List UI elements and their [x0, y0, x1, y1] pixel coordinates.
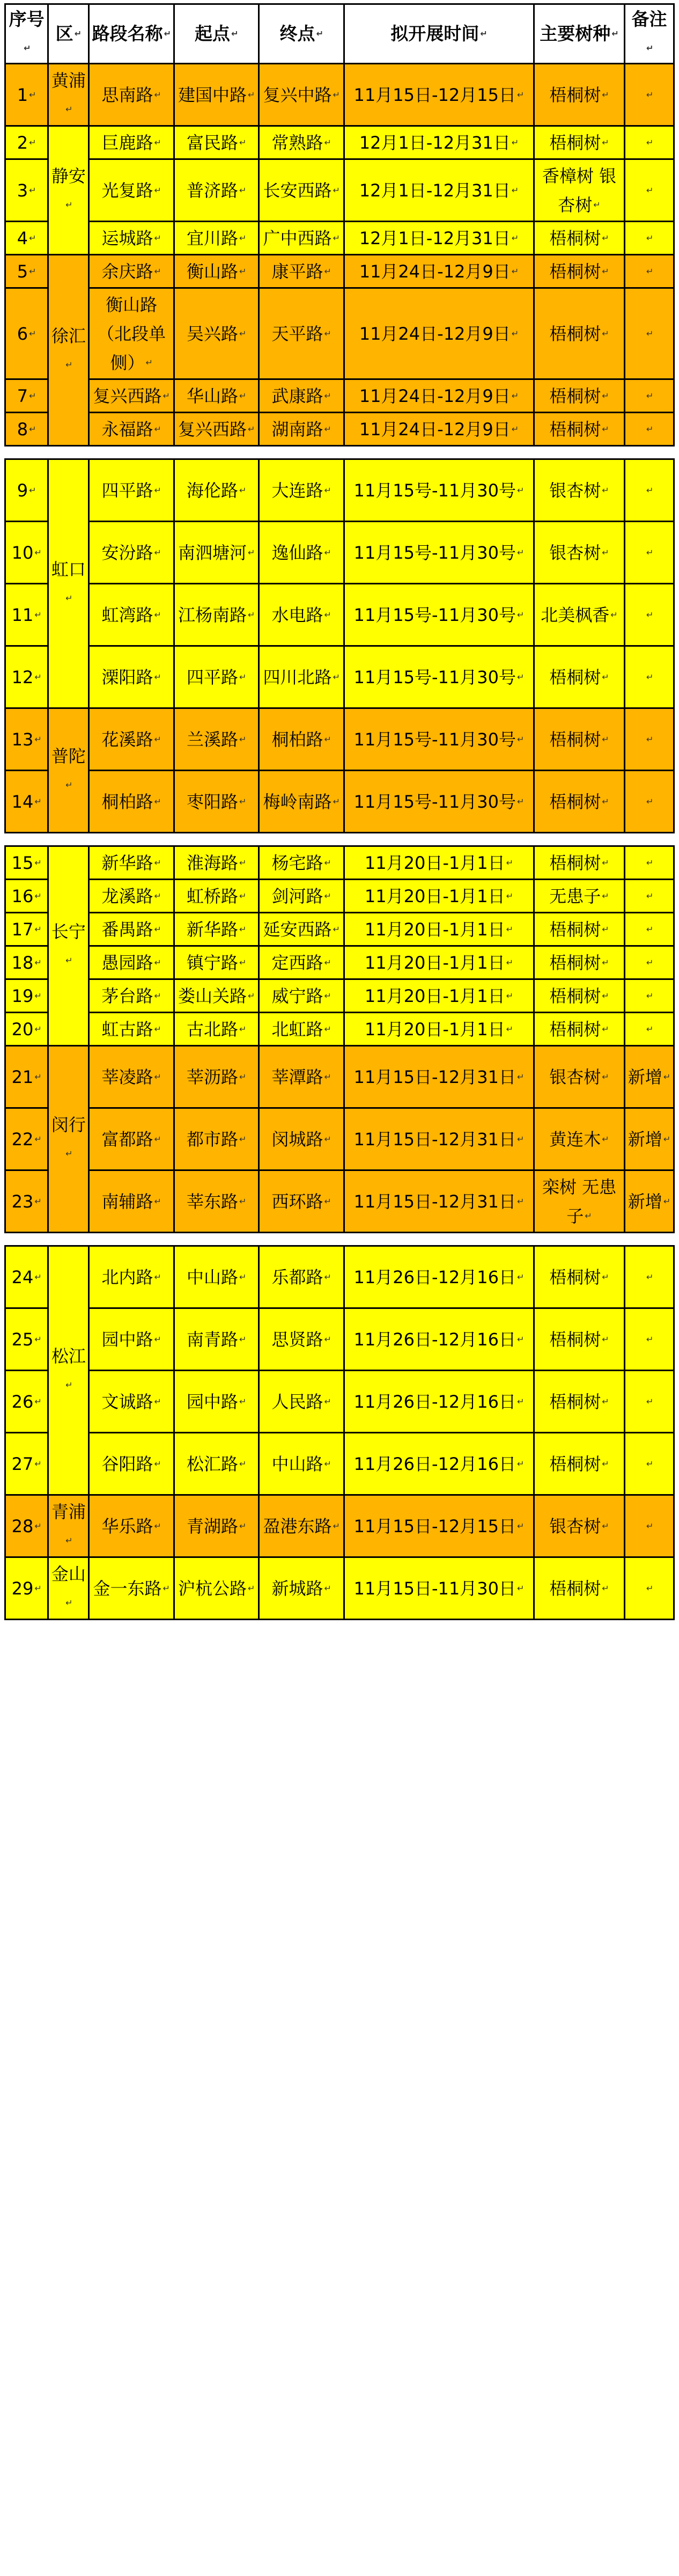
- header-cell-district: 区 ↵: [48, 4, 89, 64]
- end-point: 梅岭南路 ↵: [259, 771, 344, 833]
- remark: [625, 1246, 674, 1308]
- district-cell: 长宁 ↵: [48, 846, 89, 1046]
- planned-time: 11月20日-1月1日 ↵: [344, 913, 534, 946]
- remark: [625, 222, 674, 255]
- tree-species: 梧桐树 ↵: [534, 913, 624, 946]
- start-point: 新华路 ↵: [174, 913, 259, 946]
- row-number: 21 ↵: [5, 1046, 48, 1108]
- table-row: [5, 979, 674, 1013]
- planned-time: 11月20日-1月1日 ↵: [344, 946, 534, 979]
- road-name: 衡山路 （北段单侧） ↵: [89, 288, 174, 379]
- planned-time: 11月24日-12月9日 ↵: [344, 379, 534, 413]
- remark: [625, 880, 674, 913]
- row-number: 14 ↵: [5, 771, 48, 833]
- end-point: 湖南路 ↵: [259, 413, 344, 446]
- remark: [625, 413, 674, 446]
- tree-species: 梧桐树 ↵: [534, 846, 624, 880]
- road-name: 虹湾路 ↵: [89, 584, 174, 646]
- end-point: 杨宅路 ↵: [259, 846, 344, 880]
- remark: [625, 979, 674, 1013]
- district-cell: 普陀 ↵: [48, 708, 89, 833]
- road-name: 复兴西路 ↵: [89, 379, 174, 413]
- planned-time: 12月1日-12月31日 ↵: [344, 222, 534, 255]
- planned-time: 11月15日-12月15日 ↵: [344, 64, 534, 126]
- planned-time: 11月15号-11月30号 ↵: [344, 646, 534, 708]
- table-row: [5, 708, 674, 771]
- remark: [625, 1013, 674, 1046]
- table-row: [5, 288, 674, 379]
- remark: [625, 159, 674, 222]
- tree-species: 梧桐树 ↵: [534, 379, 624, 413]
- header-cell-time: 拟开展时间 ↵: [344, 4, 534, 64]
- end-point: 人民路 ↵: [259, 1371, 344, 1433]
- header-cell-no: 序号 ↵: [5, 4, 48, 64]
- remark: [625, 584, 674, 646]
- table-row: [5, 1246, 674, 1308]
- planned-time: 11月24日-12月9日 ↵: [344, 413, 534, 446]
- start-point: 普济路 ↵: [174, 159, 259, 222]
- tree-species: 北美枫香 ↵: [534, 584, 624, 646]
- table-row: [5, 1557, 674, 1620]
- planned-time: 11月20日-1月1日 ↵: [344, 979, 534, 1013]
- start-point: 复兴西路 ↵: [174, 413, 259, 446]
- road-name: 思南路 ↵: [89, 64, 174, 126]
- planned-time: 11月15号-11月30号 ↵: [344, 771, 534, 833]
- planned-time: 11月15日-11月30日 ↵: [344, 1557, 534, 1620]
- road-name: 龙溪路 ↵: [89, 880, 174, 913]
- start-point: 松汇路 ↵: [174, 1433, 259, 1495]
- schedule-table-block: [4, 1245, 675, 1620]
- tree-species: 梧桐树 ↵: [534, 646, 624, 708]
- end-point: 武康路 ↵: [259, 379, 344, 413]
- remark: [625, 946, 674, 979]
- row-number: 28 ↵: [5, 1495, 48, 1557]
- road-name: 溧阳路 ↵: [89, 646, 174, 708]
- table-row: [5, 1308, 674, 1371]
- start-point: 中山路 ↵: [174, 1246, 259, 1308]
- tree-species: 梧桐树 ↵: [534, 1013, 624, 1046]
- table-row: [5, 522, 674, 584]
- table-row: [5, 646, 674, 708]
- remark: 新增 ↵: [625, 1108, 674, 1170]
- remark: [625, 255, 674, 288]
- tree-species: 梧桐树 ↵: [534, 64, 624, 126]
- remark: 新增 ↵: [625, 1046, 674, 1108]
- table-row: [5, 379, 674, 413]
- row-number: 10 ↵: [5, 522, 48, 584]
- start-point: 古北路 ↵: [174, 1013, 259, 1046]
- road-name: 运城路 ↵: [89, 222, 174, 255]
- start-point: 枣阳路 ↵: [174, 771, 259, 833]
- tree-species: 梧桐树 ↵: [534, 1308, 624, 1371]
- end-point: 思贤路 ↵: [259, 1308, 344, 1371]
- header-row: [5, 4, 674, 64]
- tree-species: 梧桐树 ↵: [534, 946, 624, 979]
- start-point: 娄山关路 ↵: [174, 979, 259, 1013]
- start-point: 海伦路 ↵: [174, 459, 259, 522]
- planned-time: 11月20日-1月1日 ↵: [344, 846, 534, 880]
- planned-time: 11月15号-11月30号 ↵: [344, 584, 534, 646]
- road-name: 文诚路 ↵: [89, 1371, 174, 1433]
- end-point: 盈港东路 ↵: [259, 1495, 344, 1557]
- table-row: [5, 1495, 674, 1557]
- district-cell: 静安 ↵: [48, 126, 89, 255]
- row-number: 20 ↵: [5, 1013, 48, 1046]
- schedule-table-block: [4, 458, 675, 833]
- header-cell-note: 备注 ↵: [625, 4, 674, 64]
- remark: [625, 64, 674, 126]
- table-row: [5, 1170, 674, 1233]
- tree-species: 梧桐树 ↵: [534, 1246, 624, 1308]
- end-point: 大连路 ↵: [259, 459, 344, 522]
- end-point: 西环路 ↵: [259, 1170, 344, 1233]
- tree-species: 梧桐树 ↵: [534, 288, 624, 379]
- end-point: 新城路 ↵: [259, 1557, 344, 1620]
- end-point: 乐都路 ↵: [259, 1246, 344, 1308]
- row-number: 19 ↵: [5, 979, 48, 1013]
- table-row: [5, 880, 674, 913]
- road-name: 巨鹿路 ↵: [89, 126, 174, 159]
- tree-species: 梧桐树 ↵: [534, 1371, 624, 1433]
- table-row: [5, 1371, 674, 1433]
- remark: [625, 126, 674, 159]
- row-number: 18 ↵: [5, 946, 48, 979]
- district-cell: 闵行 ↵: [48, 1046, 89, 1233]
- remark: [625, 846, 674, 880]
- table-row: [5, 1108, 674, 1170]
- start-point: 莘东路 ↵: [174, 1170, 259, 1233]
- planned-time: 11月24日-12月9日 ↵: [344, 255, 534, 288]
- schedule-table-block: [4, 3, 675, 447]
- start-point: 兰溪路 ↵: [174, 708, 259, 771]
- end-point: 北虹路 ↵: [259, 1013, 344, 1046]
- row-number: 25 ↵: [5, 1308, 48, 1371]
- row-number: 7 ↵: [5, 379, 48, 413]
- row-number: 29 ↵: [5, 1557, 48, 1620]
- start-point: 虹桥路 ↵: [174, 880, 259, 913]
- table-row: [5, 1013, 674, 1046]
- table-row: [5, 1433, 674, 1495]
- start-point: 莘沥路 ↵: [174, 1046, 259, 1108]
- road-name: 谷阳路 ↵: [89, 1433, 174, 1495]
- tree-species: 银杏树 ↵: [534, 1046, 624, 1108]
- start-point: 镇宁路 ↵: [174, 946, 259, 979]
- district-cell: 徐汇 ↵: [48, 255, 89, 446]
- planned-time: 11月24日-12月9日 ↵: [344, 288, 534, 379]
- row-number: 15 ↵: [5, 846, 48, 880]
- start-point: 吴兴路 ↵: [174, 288, 259, 379]
- schedule-table-sheet: [4, 3, 675, 1620]
- table-row: [5, 584, 674, 646]
- start-point: 都市路 ↵: [174, 1108, 259, 1170]
- row-number: 17 ↵: [5, 913, 48, 946]
- planned-time: 11月26日-12月16日 ↵: [344, 1308, 534, 1371]
- remark: [625, 379, 674, 413]
- end-point: 复兴中路 ↵: [259, 64, 344, 126]
- planned-time: 11月15日-12月31日 ↵: [344, 1046, 534, 1108]
- road-name: 花溪路 ↵: [89, 708, 174, 771]
- remark: 新增 ↵: [625, 1170, 674, 1233]
- table-row: [5, 771, 674, 833]
- row-number: 2 ↵: [5, 126, 48, 159]
- remark: [625, 1495, 674, 1557]
- road-name: 富都路 ↵: [89, 1108, 174, 1170]
- tree-species: 栾树 无患子 ↵: [534, 1170, 624, 1233]
- planned-time: 11月15日-12月31日 ↵: [344, 1170, 534, 1233]
- road-name: 华乐路 ↵: [89, 1495, 174, 1557]
- start-point: 淮海路 ↵: [174, 846, 259, 880]
- remark: [625, 288, 674, 379]
- table-row: [5, 913, 674, 946]
- road-name: 茅台路 ↵: [89, 979, 174, 1013]
- header-cell-end: 终点 ↵: [259, 4, 344, 64]
- tree-species: 无患子 ↵: [534, 880, 624, 913]
- tree-species: 香樟树 银杏树 ↵: [534, 159, 624, 222]
- remark: [625, 459, 674, 522]
- road-name: 莘凌路 ↵: [89, 1046, 174, 1108]
- row-number: 1 ↵: [5, 64, 48, 126]
- table-row: [5, 64, 674, 126]
- tree-species: 梧桐树 ↵: [534, 771, 624, 833]
- road-name: 北内路 ↵: [89, 1246, 174, 1308]
- tree-species: 梧桐树 ↵: [534, 708, 624, 771]
- row-number: 16 ↵: [5, 880, 48, 913]
- table-row: [5, 126, 674, 159]
- row-number: 4 ↵: [5, 222, 48, 255]
- end-point: 康平路 ↵: [259, 255, 344, 288]
- header-cell-road: 路段名称 ↵: [89, 4, 174, 64]
- schedule-table-block: [4, 845, 675, 1233]
- road-name: 虹古路 ↵: [89, 1013, 174, 1046]
- road-name: 金一东路 ↵: [89, 1557, 174, 1620]
- tree-species: 梧桐树 ↵: [534, 222, 624, 255]
- road-name: 番禺路 ↵: [89, 913, 174, 946]
- tree-species: 梧桐树 ↵: [534, 255, 624, 288]
- end-point: 常熟路 ↵: [259, 126, 344, 159]
- end-point: 威宁路 ↵: [259, 979, 344, 1013]
- tree-species: 梧桐树 ↵: [534, 979, 624, 1013]
- remark: [625, 1433, 674, 1495]
- start-point: 沪杭公路 ↵: [174, 1557, 259, 1620]
- district-cell: 虹口 ↵: [48, 459, 89, 708]
- table-row: [5, 413, 674, 446]
- road-name: 永福路 ↵: [89, 413, 174, 446]
- end-point: 莘潭路 ↵: [259, 1046, 344, 1108]
- table-row: [5, 946, 674, 979]
- end-point: 中山路 ↵: [259, 1433, 344, 1495]
- start-point: 园中路 ↵: [174, 1371, 259, 1433]
- road-name: 园中路 ↵: [89, 1308, 174, 1371]
- row-number: 26 ↵: [5, 1371, 48, 1433]
- road-name: 安汾路 ↵: [89, 522, 174, 584]
- row-number: 3 ↵: [5, 159, 48, 222]
- planned-time: 12月1日-12月31日 ↵: [344, 159, 534, 222]
- planned-time: 11月15日-12月15日 ↵: [344, 1495, 534, 1557]
- district-cell: 黄浦 ↵: [48, 64, 89, 126]
- road-name: 四平路 ↵: [89, 459, 174, 522]
- district-cell: 金山 ↵: [48, 1557, 89, 1620]
- end-point: 长安西路 ↵: [259, 159, 344, 222]
- table-row: [5, 459, 674, 522]
- remark: [625, 913, 674, 946]
- header-cell-start: 起点 ↵: [174, 4, 259, 64]
- road-name: 愚园路 ↵: [89, 946, 174, 979]
- row-number: 22 ↵: [5, 1108, 48, 1170]
- end-point: 剑河路 ↵: [259, 880, 344, 913]
- planned-time: 11月15号-11月30号 ↵: [344, 459, 534, 522]
- remark: [625, 1308, 674, 1371]
- remark: [625, 771, 674, 833]
- row-number: 5 ↵: [5, 255, 48, 288]
- row-number: 8 ↵: [5, 413, 48, 446]
- start-point: 江杨南路 ↵: [174, 584, 259, 646]
- remark: [625, 1557, 674, 1620]
- planned-time: 11月26日-12月16日 ↵: [344, 1371, 534, 1433]
- remark: [625, 522, 674, 584]
- remark: [625, 708, 674, 771]
- district-cell: 松江 ↵: [48, 1246, 89, 1495]
- tree-species: 梧桐树 ↵: [534, 126, 624, 159]
- row-number: 24 ↵: [5, 1246, 48, 1308]
- end-point: 四川北路 ↵: [259, 646, 344, 708]
- tree-species: 黄连木 ↵: [534, 1108, 624, 1170]
- planned-time: 12月1日-12月31日 ↵: [344, 126, 534, 159]
- row-number: 12 ↵: [5, 646, 48, 708]
- end-point: 广中西路 ↵: [259, 222, 344, 255]
- tree-species: 梧桐树 ↵: [534, 1433, 624, 1495]
- row-number: 9 ↵: [5, 459, 48, 522]
- table-row: [5, 159, 674, 222]
- remark: [625, 1371, 674, 1433]
- planned-time: 11月15号-11月30号 ↵: [344, 708, 534, 771]
- row-number: 6 ↵: [5, 288, 48, 379]
- road-name: 光复路 ↵: [89, 159, 174, 222]
- road-name: 新华路 ↵: [89, 846, 174, 880]
- row-number: 27 ↵: [5, 1433, 48, 1495]
- start-point: 宜川路 ↵: [174, 222, 259, 255]
- end-point: 逸仙路 ↵: [259, 522, 344, 584]
- end-point: 水电路 ↵: [259, 584, 344, 646]
- table-row: [5, 255, 674, 288]
- end-point: 延安西路 ↵: [259, 913, 344, 946]
- tree-species: 梧桐树 ↵: [534, 413, 624, 446]
- road-name: 南辅路 ↵: [89, 1170, 174, 1233]
- start-point: 华山路 ↵: [174, 379, 259, 413]
- start-point: 青湖路 ↵: [174, 1495, 259, 1557]
- table-row: [5, 222, 674, 255]
- start-point: 南青路 ↵: [174, 1308, 259, 1371]
- district-cell: 青浦 ↵: [48, 1495, 89, 1557]
- table-row: [5, 1046, 674, 1108]
- tree-species: 银杏树 ↵: [534, 522, 624, 584]
- road-name: 桐柏路 ↵: [89, 771, 174, 833]
- row-number: 13 ↵: [5, 708, 48, 771]
- start-point: 富民路 ↵: [174, 126, 259, 159]
- tree-species: 梧桐树 ↵: [534, 1557, 624, 1620]
- end-point: 桐柏路 ↵: [259, 708, 344, 771]
- planned-time: 11月20日-1月1日 ↵: [344, 1013, 534, 1046]
- table-row: [5, 846, 674, 880]
- end-point: 闵城路 ↵: [259, 1108, 344, 1170]
- tree-species: 银杏树 ↵: [534, 459, 624, 522]
- row-number: 11 ↵: [5, 584, 48, 646]
- row-number: 23 ↵: [5, 1170, 48, 1233]
- road-name: 余庆路 ↵: [89, 255, 174, 288]
- planned-time: 11月15日-12月31日 ↵: [344, 1108, 534, 1170]
- end-point: 定西路 ↵: [259, 946, 344, 979]
- tree-species: 银杏树 ↵: [534, 1495, 624, 1557]
- planned-time: 11月20日-1月1日 ↵: [344, 880, 534, 913]
- planned-time: 11月26日-12月16日 ↵: [344, 1246, 534, 1308]
- planned-time: 11月26日-12月16日 ↵: [344, 1433, 534, 1495]
- header-cell-species: 主要树种 ↵: [534, 4, 624, 64]
- planned-time: 11月15号-11月30号 ↵: [344, 522, 534, 584]
- start-point: 四平路 ↵: [174, 646, 259, 708]
- start-point: 衡山路 ↵: [174, 255, 259, 288]
- end-point: 天平路 ↵: [259, 288, 344, 379]
- remark: [625, 646, 674, 708]
- start-point: 南泗塘河 ↵: [174, 522, 259, 584]
- start-point: 建国中路 ↵: [174, 64, 259, 126]
